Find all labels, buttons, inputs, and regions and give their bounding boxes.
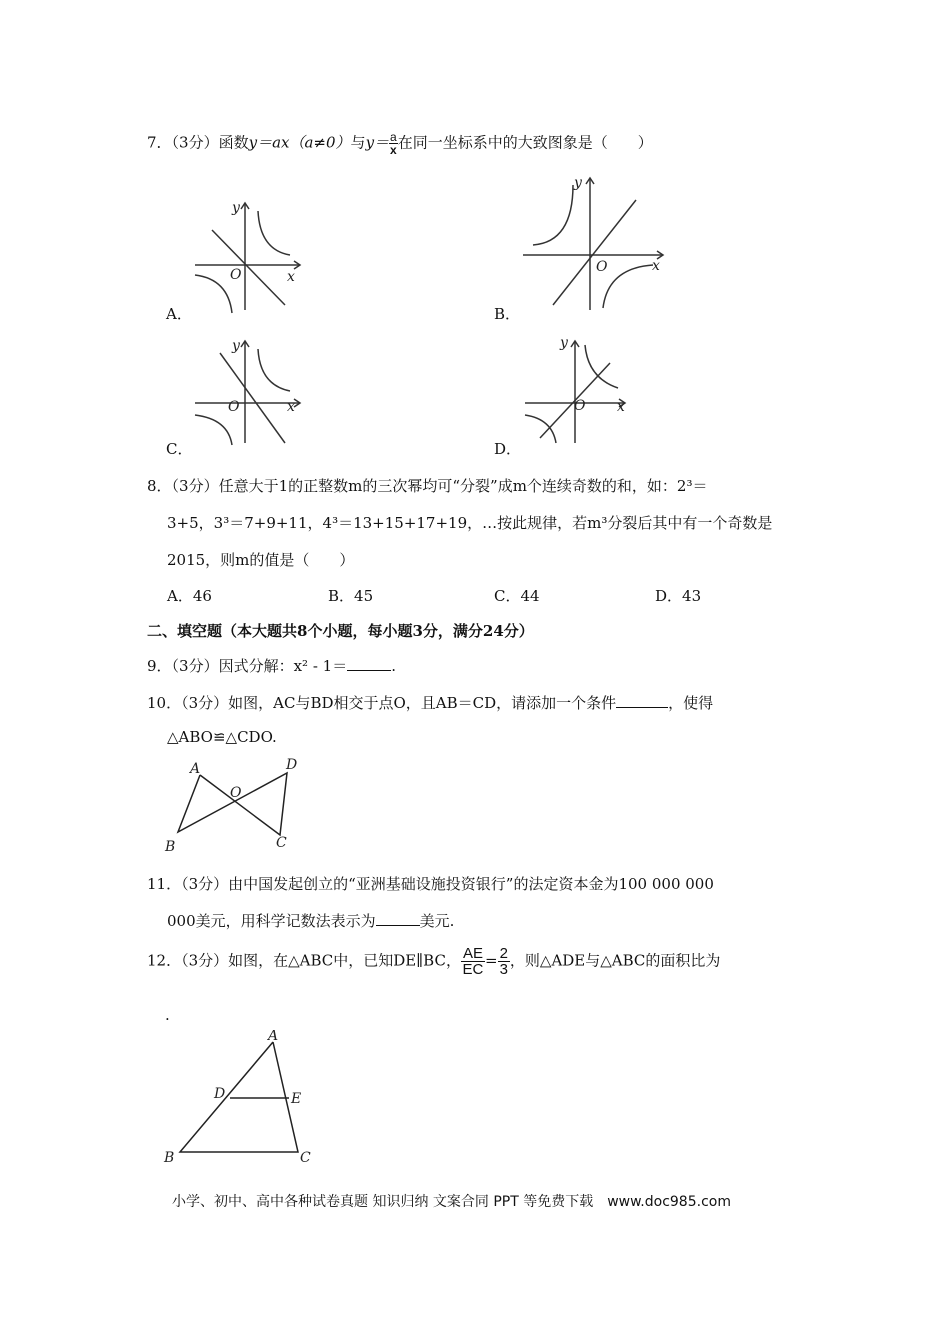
q9-answer-blank[interactable] bbox=[347, 656, 391, 671]
q12-line1: 12．（3分）如图，在△ABC中，已知DE∥BC， $\frac{AE}{EC}$ = $\frac{2}{3}$ ，则△ADE与△ABC的面积比为 bbox=[147, 945, 721, 978]
q8-line3: 2015，则m的值是（ ） bbox=[167, 551, 355, 569]
q12-label-b: B bbox=[164, 1150, 175, 1165]
q12-label-c: C bbox=[300, 1150, 311, 1165]
q11-line2: 000美元，用科学记数法表示为 美元. bbox=[167, 912, 455, 930]
option-d-label: D． bbox=[494, 440, 522, 458]
svg-text:O: O bbox=[228, 399, 240, 415]
q7-stem: 7．（3分）函数y＝ax（a≠0）与y＝ $\frac{a}{x}$ 在同一坐标系中的大致图象是（ ） bbox=[147, 130, 653, 157]
q10-label-a: A bbox=[190, 761, 201, 777]
section-heading: 二、填空题（本大题共8个小题，每小题3分，满分24分） bbox=[147, 622, 534, 640]
svg-text:x: x bbox=[617, 399, 625, 415]
graph-option-a bbox=[190, 195, 310, 315]
q8-line1: 8．（3分）任意大于1的正整数m的三次幂均可“分裂”成m个连续奇数的和，如：2³＝ bbox=[147, 477, 708, 495]
q7-fraction: $\frac{a}{x}$ bbox=[390, 130, 397, 157]
graph-option-b bbox=[518, 170, 668, 315]
axis-label-y: y bbox=[232, 200, 240, 216]
q11-line1: 11．（3分）由中国发起创立的“亚洲基础设施投资银行”的法定资本金为100 000 000 bbox=[147, 875, 714, 893]
q11-answer-blank[interactable] bbox=[376, 911, 420, 926]
svg-text:O: O bbox=[596, 259, 608, 275]
q12-label-a: A bbox=[268, 1030, 279, 1044]
q12-figure bbox=[158, 1030, 323, 1165]
q12-fraction-ratio: $\frac{2}{3}$ bbox=[499, 945, 508, 978]
svg-text:x: x bbox=[287, 399, 295, 415]
q10-line1: 10．（3分）如图，AC与BD相交于点O，且AB＝CD，请添加一个条件 ，使得 bbox=[147, 694, 714, 712]
q10-label-c: C bbox=[276, 835, 287, 851]
option-c-label: C． bbox=[166, 440, 193, 458]
q9-text: 9．（3分）因式分解：x² - 1＝ . bbox=[147, 657, 396, 675]
svg-text:y: y bbox=[574, 175, 582, 191]
q10-line2: △ABO≌△CDO. bbox=[167, 728, 277, 746]
q10-label-b: B bbox=[165, 839, 176, 855]
q10-label-o: O bbox=[230, 785, 242, 801]
footer-text: 小学、初中、高中各种试卷真题 知识归纳 文案合同 PPT 等免费下载 www.doc985.com bbox=[172, 1194, 731, 1210]
svg-text:x: x bbox=[652, 258, 660, 274]
q8-option-a: A．46 bbox=[167, 587, 212, 605]
origin-label: O bbox=[230, 267, 242, 283]
graph-option-c bbox=[190, 333, 310, 448]
q12-label-e: E bbox=[291, 1091, 302, 1107]
svg-text:y: y bbox=[232, 338, 240, 354]
q12-label-d: D bbox=[214, 1086, 226, 1102]
svg-text:O: O bbox=[574, 398, 586, 414]
q8-option-c: C．44 bbox=[494, 587, 540, 605]
svg-text:y: y bbox=[560, 335, 568, 351]
q12-fraction-ae-ec: $\frac{AE}{EC}$ bbox=[462, 945, 484, 978]
q10-answer-blank[interactable] bbox=[616, 693, 668, 708]
option-b-label: B． bbox=[494, 305, 521, 323]
q8-line2: 3+5，3³＝7+9+11，4³＝13+15+17+19，…按此规律，若m³分裂后其中有一个奇数是 bbox=[167, 514, 773, 532]
q10-figure bbox=[160, 755, 335, 855]
axis-label-x: x bbox=[287, 269, 295, 285]
q8-option-b: B．45 bbox=[328, 587, 374, 605]
q10-label-d: D bbox=[286, 757, 298, 773]
option-a-label: A． bbox=[166, 305, 192, 323]
q12-line2: . bbox=[165, 1006, 170, 1024]
q8-option-d: D．43 bbox=[655, 587, 702, 605]
graph-option-d bbox=[520, 333, 635, 448]
